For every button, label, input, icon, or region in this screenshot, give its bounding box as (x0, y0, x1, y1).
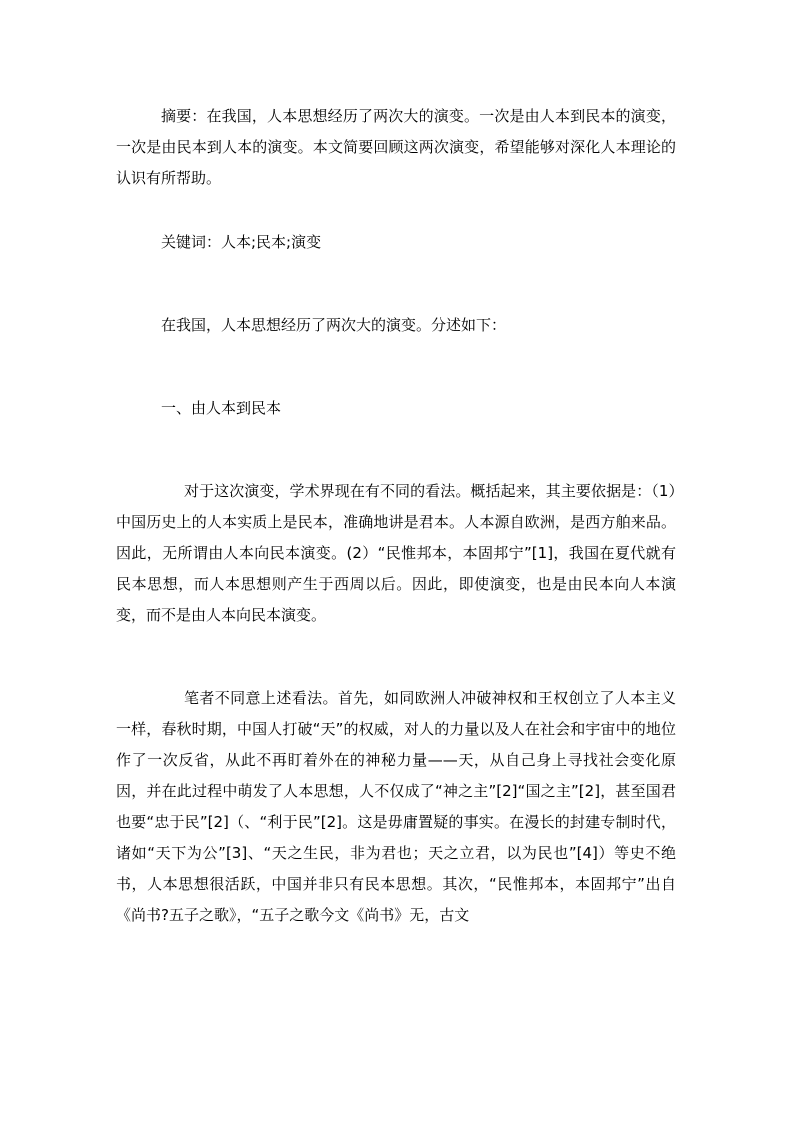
keywords-line: 关键词：人本;民本;演变 (161, 233, 322, 251)
abstract-paragraph: 摘要：在我国，人本思想经历了两次大的演变。一次是由人本到民本的演变，一次是由民本到人本的演变。本文简要回顾这两次演变，希望能够对深化人本理论的认识有所帮助。 (116, 107, 676, 187)
intro-line: 在我国，人本思想经历了两次大的演变。分述如下： (161, 316, 507, 334)
body-paragraph-1: 对于这次演变，学术界现在有不同的看法。概括起来，其主要依据是：（1）中国历史上的人本实质上是民本，准确地讲是君本。人本源自欧洲，是西方舶来品。因此，无所谓由人本向民本演变。(2）“民惟邦本，本固邦宁”[1]，我国在夏代就有民本思想，而人本思想则产生于西周以后。因此，即使演变，也是由民本向人本演变，而不是由人本向民本演变。 (116, 482, 676, 624)
section-heading: 一、由人本到民本 (161, 399, 282, 417)
body-paragraph-2: 笔者不同意上述看法。首先，如同欧洲人冲破神权和王权创立了人本主义一样，春秋时期，中国人打破“天”的权威，对人的力量以及人在社会和宇宙中的地位作了一次反省，从此不再盯着外在的神秘力量——天，从自己身上寻找社会变化原因，并在此过程中萌发了人本思想，人不仅成了“神之主”[2]“国之主”[2]，甚至国君也要“忠于民”[2]（、“利于民”[2]。这是毋庸置疑的事实。在漫长的封建专制时代，诸如“天下为公”[3]、“天之生民，非为君也；天之立君，以为民也”[4]）等史不绝书，人本思想很活跃，中国并非只有民本思想。其次，“民惟邦本，本固邦宁”出自《尚书?五子之歌》，“五子之歌今文《尚书》无，古文 (116, 689, 676, 924)
